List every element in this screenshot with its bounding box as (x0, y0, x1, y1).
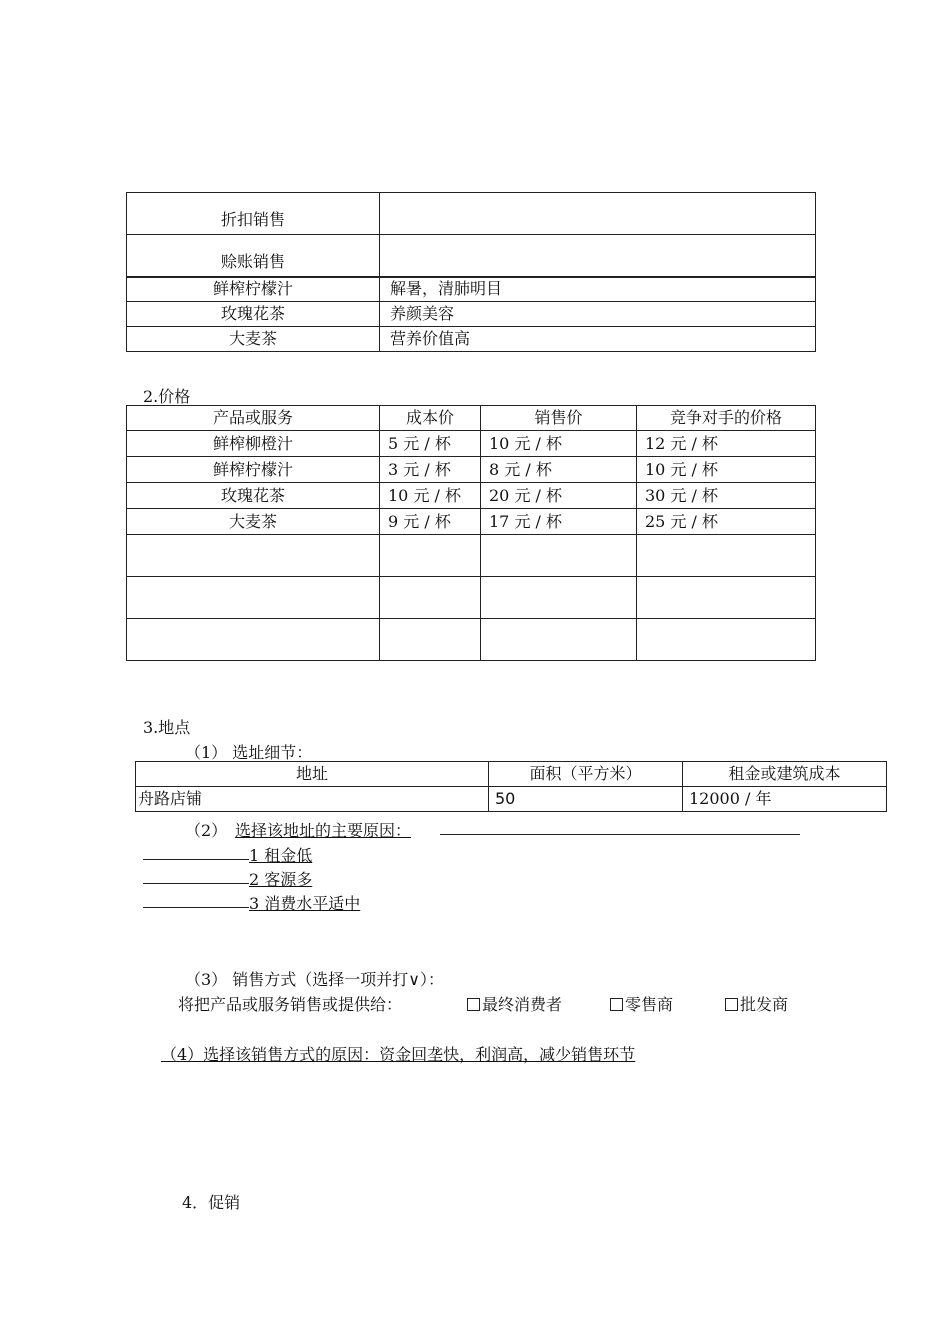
table-cell: 舟路店铺 (136, 787, 489, 812)
checkbox-icon[interactable] (610, 998, 623, 1011)
table-cell: 鲜榨柠檬汁 (127, 277, 380, 302)
table-cell (127, 577, 380, 619)
table-cell (481, 535, 637, 577)
table-cell: 大麦茶 (127, 327, 380, 352)
table-cell: 玫瑰花茶 (127, 302, 380, 327)
checkbox-icon[interactable] (467, 998, 480, 1011)
table-cell: 3 元 / 杯 (380, 457, 481, 483)
price-table (126, 405, 816, 661)
table-cell (481, 619, 637, 661)
table-cell (127, 619, 380, 661)
table-cell: 赊账销售 (127, 235, 380, 277)
table-cell (380, 619, 481, 661)
column-header: 产品或服务 (127, 406, 380, 431)
location-heading: 3.地点 (143, 718, 191, 737)
price-heading: 2.价格 (143, 387, 191, 406)
table-cell (637, 535, 816, 577)
underline-rule (440, 834, 800, 835)
table-cell: 8 元 / 杯 (481, 457, 637, 483)
table-cell: 鲜榨柳橙汁 (127, 431, 380, 457)
site-table (135, 761, 887, 812)
table-cell (637, 619, 816, 661)
table-cell: 20 元 / 杯 (481, 483, 637, 509)
table-cell (380, 577, 481, 619)
reason-item: 1 租金低 (249, 846, 313, 865)
promotion-heading: 4．促销 (182, 1193, 241, 1212)
reason-label-number: （2） (185, 821, 228, 840)
sales-prompt: 将把产品或服务销售或提供给： (178, 995, 403, 1014)
column-header: 竞争对手的价格 (637, 406, 816, 431)
table-cell: 10 元 / 杯 (380, 483, 481, 509)
site-details-label: （1） 选址细节： (185, 743, 313, 762)
column-header: 地址 (136, 762, 489, 787)
option-end-consumer[interactable]: 最终消费者 (467, 992, 562, 1015)
table-cell (481, 577, 637, 619)
table-cell: 营养价值高 (380, 327, 816, 352)
table-cell: 养颜美容 (380, 302, 816, 327)
table-cell (380, 193, 816, 235)
underline-rule (143, 907, 249, 908)
table-cell (380, 535, 481, 577)
checkbox-icon[interactable] (725, 998, 738, 1011)
table-cell: 17 元 / 杯 (481, 509, 637, 535)
table-cell: 10 元 / 杯 (481, 431, 637, 457)
table-cell: 25 元 / 杯 (637, 509, 816, 535)
table-cell: 玫瑰花茶 (127, 483, 380, 509)
reason-item: 2 客源多 (249, 870, 313, 889)
table-cell: 9 元 / 杯 (380, 509, 481, 535)
column-header: 成本价 (380, 406, 481, 431)
underline-rule (143, 859, 249, 860)
table-cell: 5 元 / 杯 (380, 431, 481, 457)
table-cell: 大麦茶 (127, 509, 380, 535)
table-cell: 12 元 / 杯 (637, 431, 816, 457)
reason-label: 选择该地址的主要原因： (235, 821, 412, 840)
table-cell: 12000 / 年 (683, 787, 887, 812)
table-cell: 10 元 / 杯 (637, 457, 816, 483)
sales-method-label: （3） 销售方式（选择一项并打∨）： (185, 970, 444, 989)
column-header: 销售价 (481, 406, 637, 431)
table-cell: 解暑，清肺明目 (380, 277, 816, 302)
table-cell: 30 元 / 杯 (637, 483, 816, 509)
table-cell: 折扣销售 (127, 193, 380, 235)
table-cell: 鲜榨柠檬汁 (127, 457, 380, 483)
product-feature-table (126, 192, 816, 352)
underline-rule (143, 883, 249, 884)
column-header: 租金或建筑成本 (683, 762, 887, 787)
option-wholesaler[interactable]: 批发商 (725, 992, 788, 1015)
option-retailer[interactable]: 零售商 (610, 992, 673, 1015)
sales-reason: （4）选择该销售方式的原因：资金回垄快，利润高，减少销售环节 (161, 1045, 636, 1064)
column-header: 面积（平方米） (489, 762, 683, 787)
table-cell (127, 535, 380, 577)
table-cell (637, 577, 816, 619)
table-cell (380, 235, 816, 277)
table-cell: 50 (489, 787, 683, 812)
reason-item: 3 消费水平适中 (249, 894, 361, 913)
